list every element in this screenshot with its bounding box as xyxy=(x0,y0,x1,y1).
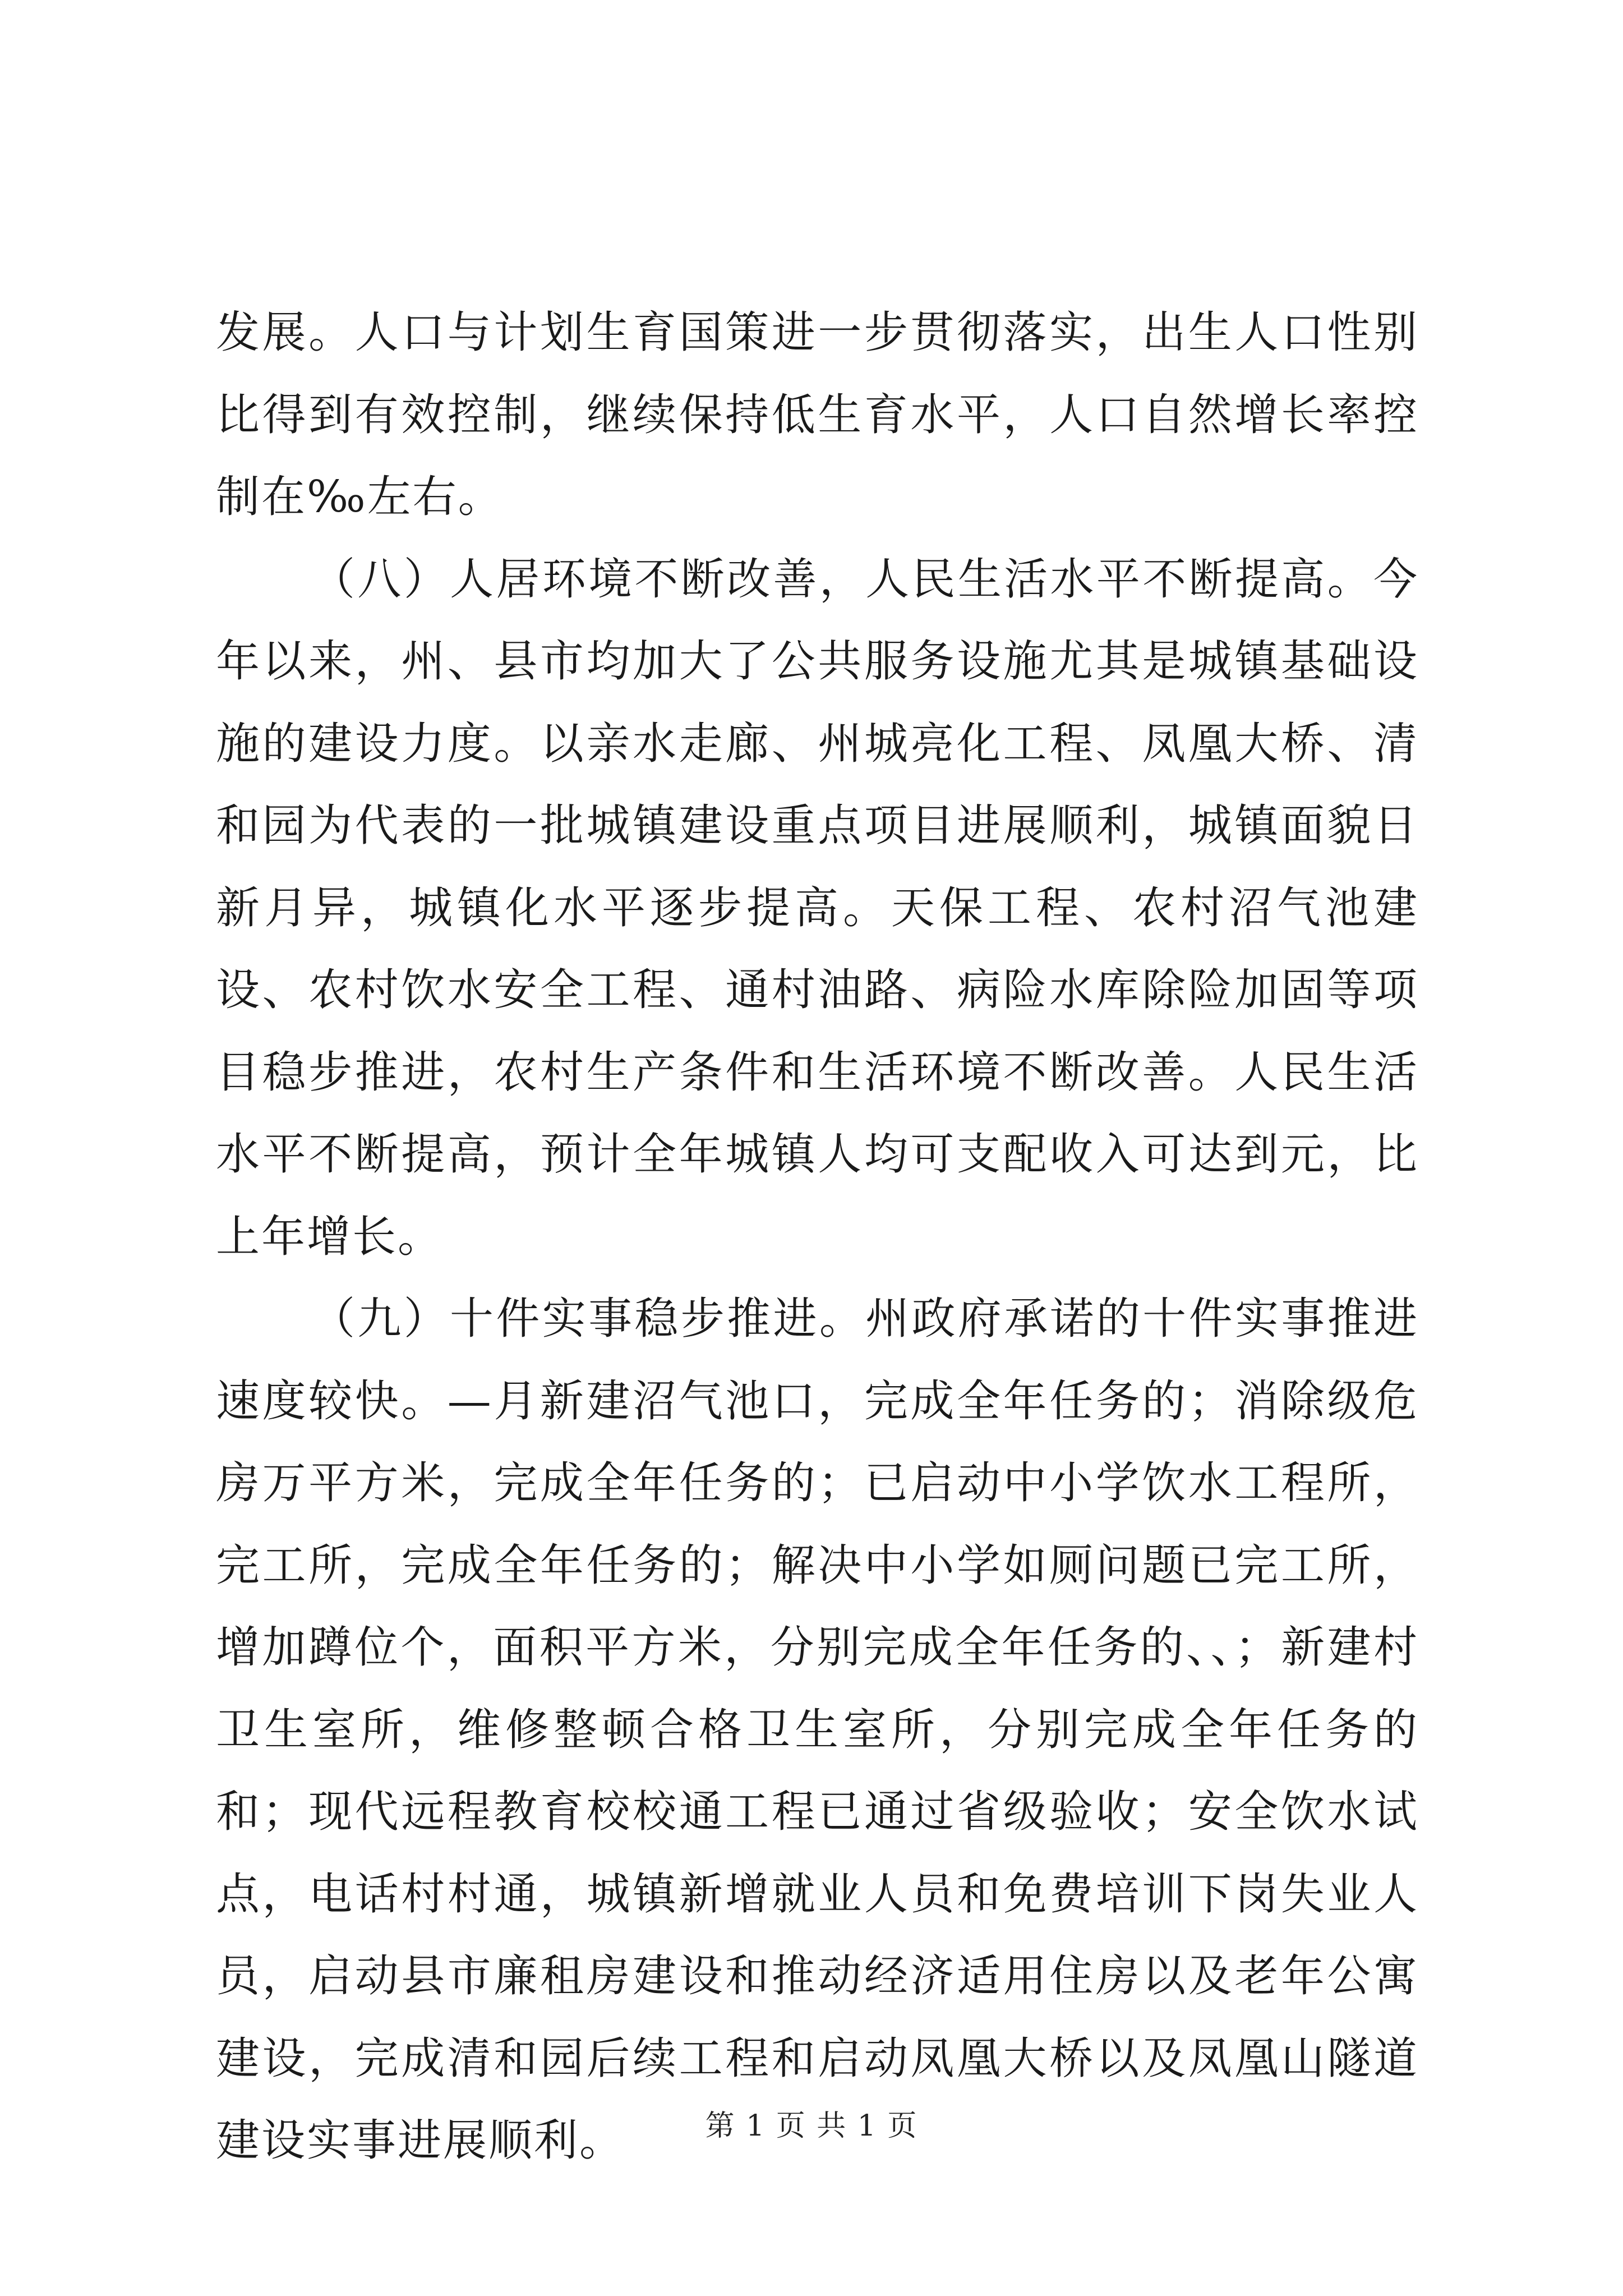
paragraph-section-eight: （八）人居环境不断改善，人民生活水平不断提高。今年以来，州、县市均加大了公共服务设施尤其是城镇基础设施的建设力度。以亲水走廊、州城亮化工程、凤凰大桥、清和园为代表的一批城镇建设重点项目进展顺利，城镇面貌日新月异，城镇化水平逐步提高。天保工程、农村沼气池建设、农村饮水安全工程、通村油路、病险水库除险加固等项目稳步推进，农村生产条件和生活环境不断改善。人民生活水平不断提高，预计全年城镇人均可支配收入可达到元，比上年增长。 xyxy=(216,554,1419,1262)
page-footer: 第 1 页 共 1 页 xyxy=(705,2109,918,2143)
paragraph-continuation: 发展。人口与计划生育国策进一步贯彻落实，出生人口性别比得到有效控制，继续保持低生育水平，人口自然增长率控制在‰左右。 xyxy=(216,307,1419,522)
paragraph-section-nine: （九）十件实事稳步推进。州政府承诺的十件实事推进速度较快。—月新建沼气池口，完成全年任务的；消除级危房万平方米，完成全年任务的；已启动中小学饮水工程所，完工所，完成全年任务的；解决中小学如厕问题已完工所，增加蹲位个，面积平方米，分别完成全年任务的、、；新建村卫生室所，维修整顿合格卫生室所，分别完成全年任务的和；现代远程教育校校通工程已通过省级验收；安全饮水试点，电话村村通，城镇新增就业人员和免费培训下岗失业人员，启动县市廉租房建设和推动经济适用住房以及老年公寓建设，完成清和园后续工程和启动凤凰大桥以及凤凰山隧道建设实事进展顺利。 xyxy=(216,1294,1419,2166)
document-body xyxy=(216,292,1419,2182)
